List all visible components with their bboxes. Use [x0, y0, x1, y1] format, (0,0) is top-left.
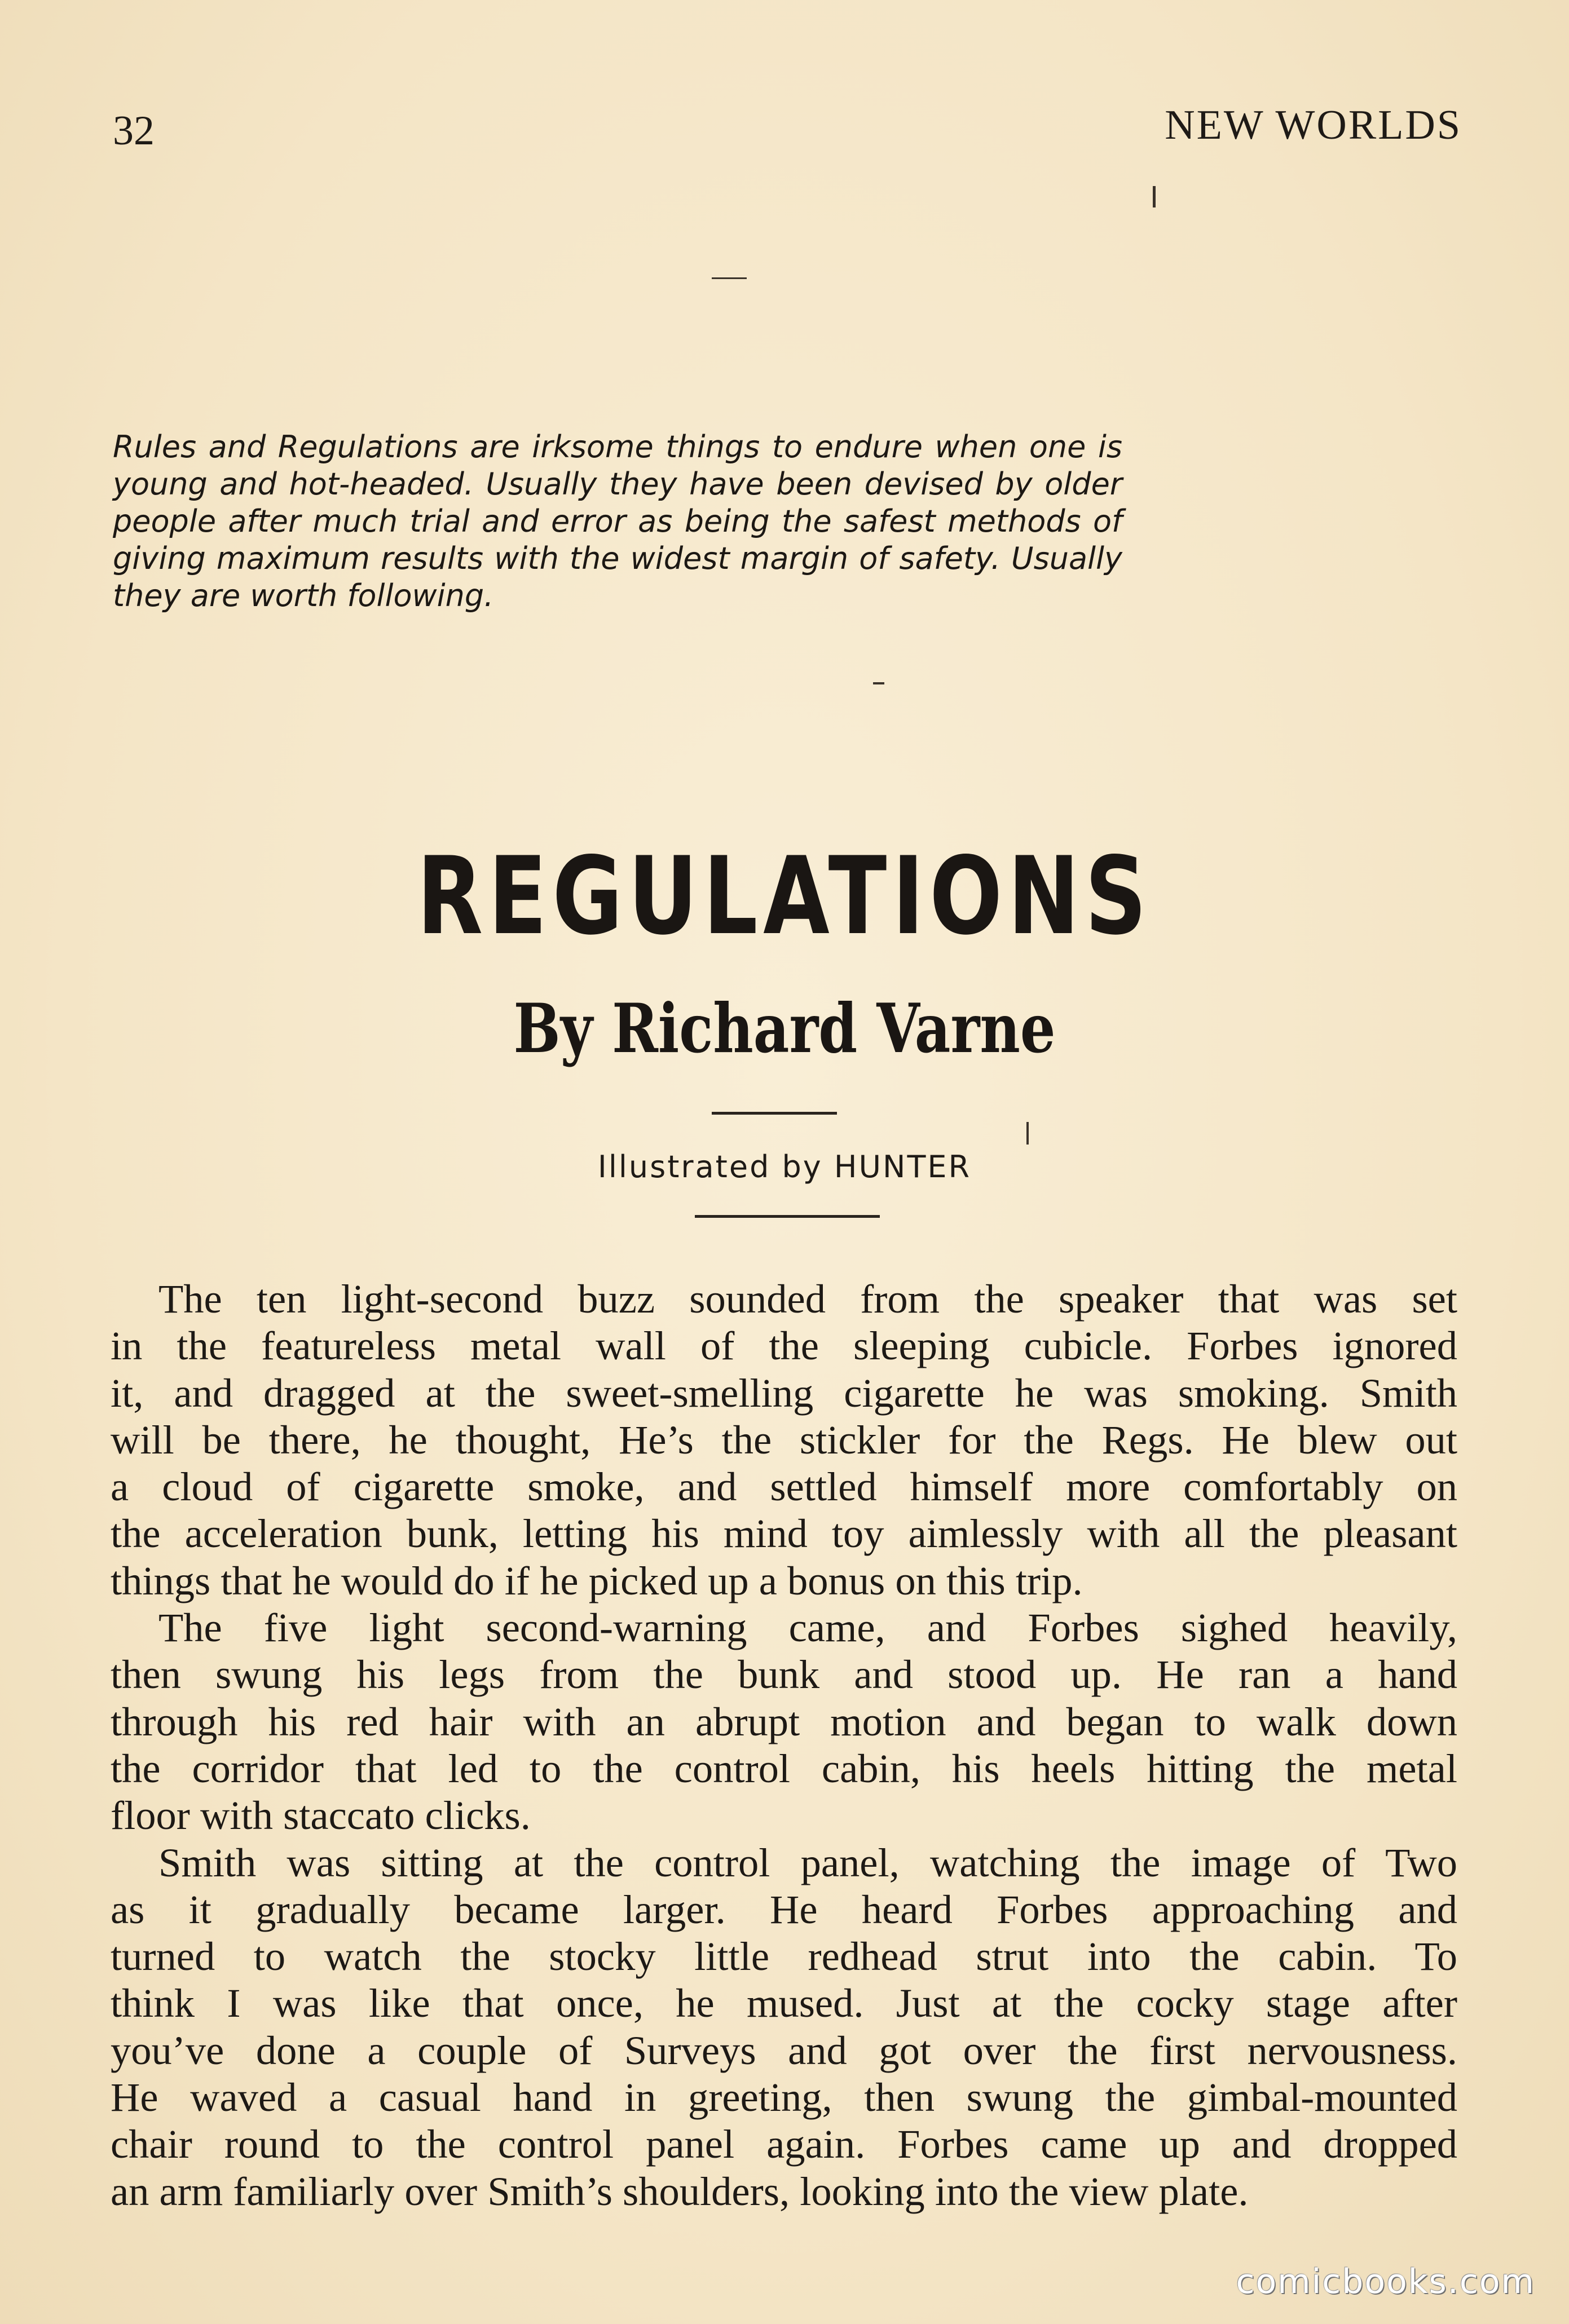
- body-paragraph: [111, 1839, 1457, 2215]
- print-speck: [1026, 1122, 1029, 1145]
- body-line: The five light second-warning came, and Forbes sighed heavily,: [158, 1605, 1457, 1651]
- byline: By Richard Varne: [513, 989, 1056, 1068]
- illustrator-credit: Illustrated by HUNTER: [597, 1149, 972, 1185]
- body-line: you’ve done a couple of Surveys and got over the first nervousness.: [111, 2027, 1457, 2073]
- body-line: the acceleration bunk, letting his mind toy aimlessly with all the pleasant: [111, 1510, 1457, 1557]
- body-paragraph: [111, 1275, 1457, 1604]
- body-line: in the featureless metal wall of the sleeping cubicle. Forbes ignored: [111, 1323, 1457, 1369]
- divider-top: [712, 1112, 837, 1115]
- intro-note: Rules and Regulations are irksome things to endure when one is young and hot-headed. Usually they have been devised by older people after much trial and error as being the safest methods of giving maximum results with the widest margin of safety. Usually they are worth following.: [113, 429, 1122, 613]
- body-line: a cloud of cigarette smoke, and settled himself more comfortably on: [111, 1464, 1457, 1510]
- watermark: comicbooks.com: [1236, 2262, 1535, 2301]
- story-title: REGULATIONS: [417, 834, 1152, 958]
- body-line: then swung his legs from the bunk and stood up. He ran a hand: [111, 1651, 1457, 1698]
- print-speck: [1153, 186, 1156, 207]
- body-line: through his red hair with an abrupt motion and began to walk down: [111, 1698, 1457, 1744]
- body-line: as it gradually became larger. He heard Forbes approaching and: [111, 1886, 1457, 1932]
- running-head: NEW WORLDS: [1165, 102, 1462, 148]
- print-speck: [873, 682, 884, 684]
- story-body: [111, 1275, 1457, 2215]
- body-line: will be there, he thought, He’s the stickler for the Regs. He blew out: [111, 1416, 1457, 1463]
- body-line: think I was like that once, he mused. Just at the cocky stage after: [111, 1980, 1457, 2026]
- print-speck: [712, 277, 747, 279]
- body-line: floor with staccato clicks.: [111, 1792, 531, 1839]
- body-line: turned to watch the stocky little redhead strut into the cabin. To: [111, 1933, 1457, 1980]
- body-line: the corridor that led to the control cabin, his heels hitting the metal: [111, 1745, 1457, 1791]
- divider-bottom: [695, 1215, 880, 1218]
- body-line: Smith was sitting at the control panel, watching the image of Two: [158, 1839, 1457, 1885]
- page-number: 32: [113, 108, 155, 154]
- body-line: it, and dragged at the sweet-smelling cigarette he was smoking. Smith: [111, 1369, 1457, 1416]
- body-line: an arm familiarly over Smith’s shoulders, looking into the view plate.: [111, 2168, 1249, 2214]
- body-line: things that he would do if he picked up a bonus on this trip.: [111, 1557, 1083, 1603]
- body-line: The ten light-second buzz sounded from the speaker that was set: [158, 1276, 1457, 1322]
- body-line: chair round to the control panel again. Forbes came up and dropped: [111, 2121, 1457, 2167]
- body-line: He waved a casual hand in greeting, then swung the gimbal-mounted: [111, 2074, 1457, 2120]
- body-paragraph: [111, 1604, 1457, 1839]
